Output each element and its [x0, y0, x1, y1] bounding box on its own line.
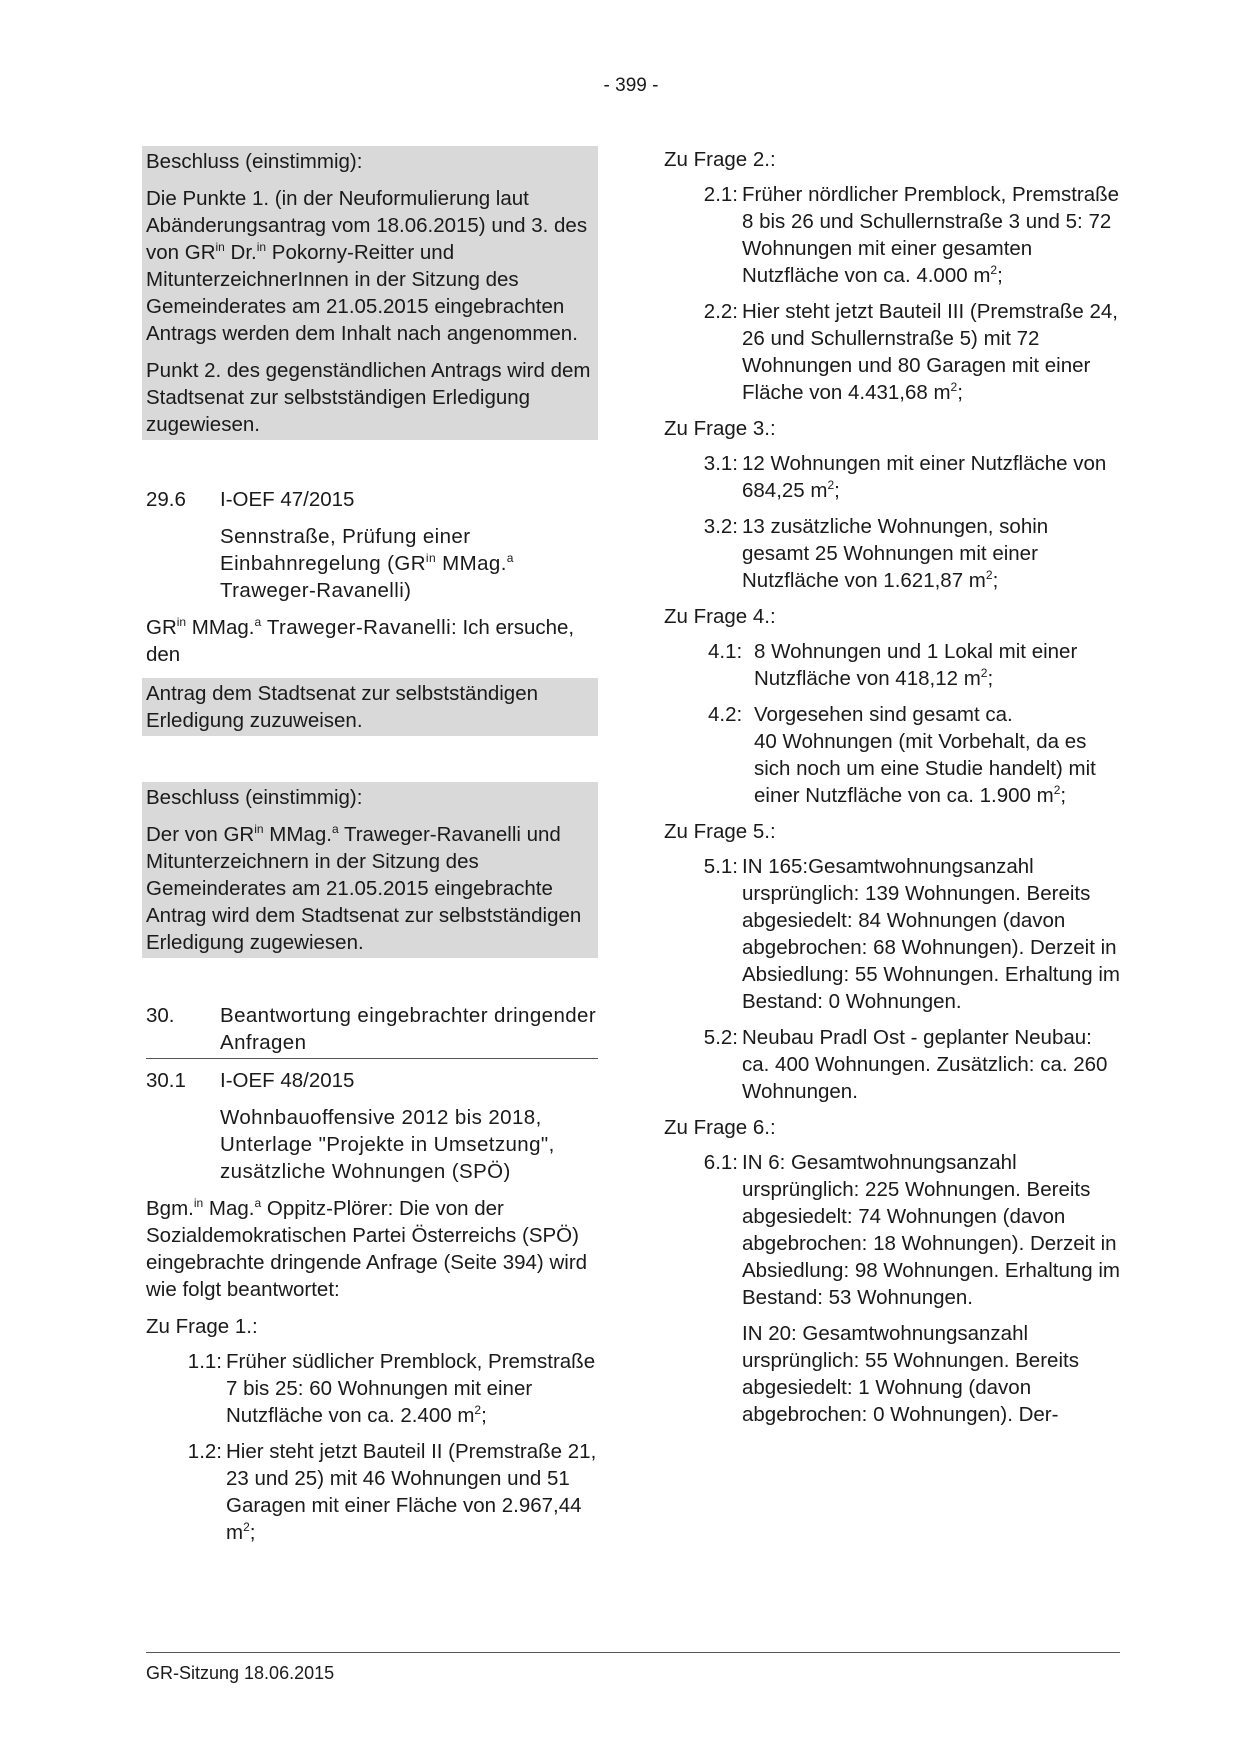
decision-box-2 [142, 782, 598, 958]
speaker-statement: Bgm.$^{in}$ Mag.$^a$ Oppitz-Plörer: Die von der Sozialdemokratischen Partei Österreichs (SPÖ) eingebrachte dringende Anfrage (Seite 394) wird wie folgt beantwortet: [146, 1196, 588, 1301]
answer-item: 2.2: Hier steht jetzt Bauteil III (Premstraße 24, 26 und Schullernstraße 5) mit 72 Wohnungen und 80 Garagen mit einer Fläche von 4.431,68 $m^2$; [703, 300, 1118, 404]
answer-item: 5.1: IN 165:Gesamtwohnungsanzahl ursprünglich: 139 Wohnungen. Bereits abgesiedelt: 84 Wohnungen (davon abgebrochen: 68 Wohnungen). Derzeit in Absiedlung: 55 Wohnungen. Erhaltung im Bestand: 0 Wohnungen. [703, 855, 1120, 1013]
answer-item: 1.2: Hier steht jetzt Bauteil II (Premstraße 21, 23 und 25) mit 46 Wohnungen und 51 Garagen mit einer Fläche von 2.967,44 $m^2$; [187, 1440, 597, 1544]
answer-item: 4.1: 8 Wohnungen und 1 Lokal mit einer Nutzfläche von 418,12 $m^2$; [708, 640, 1078, 690]
question-label: Zu Frage 6.: [664, 1116, 776, 1139]
item-reference: I-OEF 47/2015 [220, 488, 355, 511]
question-4 [664, 603, 1120, 809]
item-title: Sennstraße, Prüfung einer Einbahnregelung ($GR^{in}$ MMag.$^a$ Traweger-Ravanelli) [220, 525, 514, 602]
decision-paragraph: Die Punkte 1. (in der Neuformulierung laut Abänderungsantrag vom 18.06.2015) und 3. des von $GR^{in}$ Dr.$^{in}$ Pokorny-Reitter und MitunterzeichnerInnen in der Sitzung des Gemeinderates am 21.05.2015 eingebrachten Antrags werden dem Inhalt nach angenommen. [146, 187, 588, 345]
question-label: Zu Frage 5.: [664, 820, 776, 843]
answer-item: 2.1: Früher nördlicher Premblock, Premstraße 8 bis 26 und Schullernstraße 3 und 5: 72 Wohnungen mit einer gesamten Nutzfläche von ca. 4.000 $m^2$; [703, 183, 1120, 287]
answer-item: 5.2: Neubau Pradl Ost - geplanter Neubau: ca. 400 Wohnungen. Zusätzlich: ca. 260 Wohnungen. [703, 1026, 1108, 1103]
page-number: - 399 - [603, 75, 659, 96]
decision-paragraph: Der von $GR^{in}$ MMag.$^a$ Traweger-Ravanelli und Mitunterzeichnern in der Sitzung des Gemeinderates am 21.05.2015 eingebrachte Antrag wird dem Stadtsenat zur selbstständigen Erledigung zugewiesen. [146, 822, 582, 954]
answer-item: 3.1: 12 Wohnungen mit einer Nutzfläche von 684,25 $m^2$; [703, 452, 1107, 502]
item-number: 30.1 [146, 1069, 186, 1092]
decision-box-1 [142, 146, 598, 440]
item-title: Wohnbauoffensive 2012 bis 2018, Unterlage "Projekte in Umsetzung", zusätzliche Wohnungen (SPÖ) [220, 1106, 555, 1183]
question-label: Zu Frage 2.: [664, 148, 776, 171]
question-1 [146, 1313, 598, 1546]
agenda-item-30-1 [146, 1067, 598, 1303]
decision-heading: Beschluss (einstimmig): [146, 150, 363, 173]
footer-text: GR-Sitzung 18.06.2015 [146, 1663, 335, 1683]
left-column [146, 146, 598, 1555]
answer-continuation: IN 20: Gesamtwohnungsanzahl ursprünglich: 55 Wohnungen. Bereits abgesiedelt: 1 Wohnung (davon abgebrochen: 0 Wohnungen). Der- [742, 1322, 1079, 1426]
item-title: Beantwortung eingebrachter dringender Anfragen [220, 1004, 597, 1054]
motion-box: Antrag dem Stadtsenat zur selbstständigen Erledigung zuzuweisen. [142, 678, 598, 736]
question-label: Zu Frage 3.: [664, 417, 776, 440]
item-number: 30. [146, 1004, 175, 1027]
answer-item: 4.2: Vorgesehen sind gesamt ca. 40 Wohnungen (mit Vorbehalt, da es sich noch um eine Studie handelt) mit einer Nutzfläche von ca. 1.900 $m^2$; [708, 703, 1096, 807]
decision-heading: Beschluss (einstimmig): [146, 786, 363, 809]
speaker-statement: $GR^{in}$ MMag.$^a$ Traweger-Ravanelli: Ich ersuche, den [146, 615, 575, 666]
right-column [664, 146, 1120, 1437]
question-label: Zu Frage 1.: [146, 1315, 258, 1338]
question-2 [664, 146, 1120, 406]
item-number: 29.6 [146, 488, 186, 511]
agenda-item-30 [146, 1002, 598, 1059]
answer-item: 1.1: Früher südlicher Premblock, Premstraße 7 bis 25: 60 Wohnungen mit einer Nutzfläche von ca. 2.400 $m^2$; [187, 1350, 596, 1427]
question-5 [664, 818, 1120, 1105]
item-reference: I-OEF 48/2015 [220, 1069, 355, 1092]
footer-divider [146, 1652, 1120, 1653]
decision-paragraph: Punkt 2. des gegenständlichen Antrags wird dem Stadtsenat zur selbstständigen Erledigung zugewiesen. [146, 359, 591, 436]
question-6 [664, 1114, 1120, 1428]
agenda-item-29-6 [146, 486, 598, 736]
question-3 [664, 415, 1120, 594]
answer-item: 3.2: 13 zusätzliche Wohnungen, sohin gesamt 25 Wohnungen mit einer Nutzfläche von 1.621,87 $m^2$; [703, 515, 1049, 592]
answer-item: 6.1: IN 6: Gesamtwohnungsanzahl ursprünglich: 225 Wohnungen. Bereits abgesiedelt: 74 Wohnungen (davon abgebrochen: 18 Wohnungen). Derzeit in Absiedlung: 98 Wohnungen. Erhaltung im Bestand: 53 Wohnungen. [703, 1151, 1120, 1309]
question-label: Zu Frage 4.: [664, 605, 776, 628]
